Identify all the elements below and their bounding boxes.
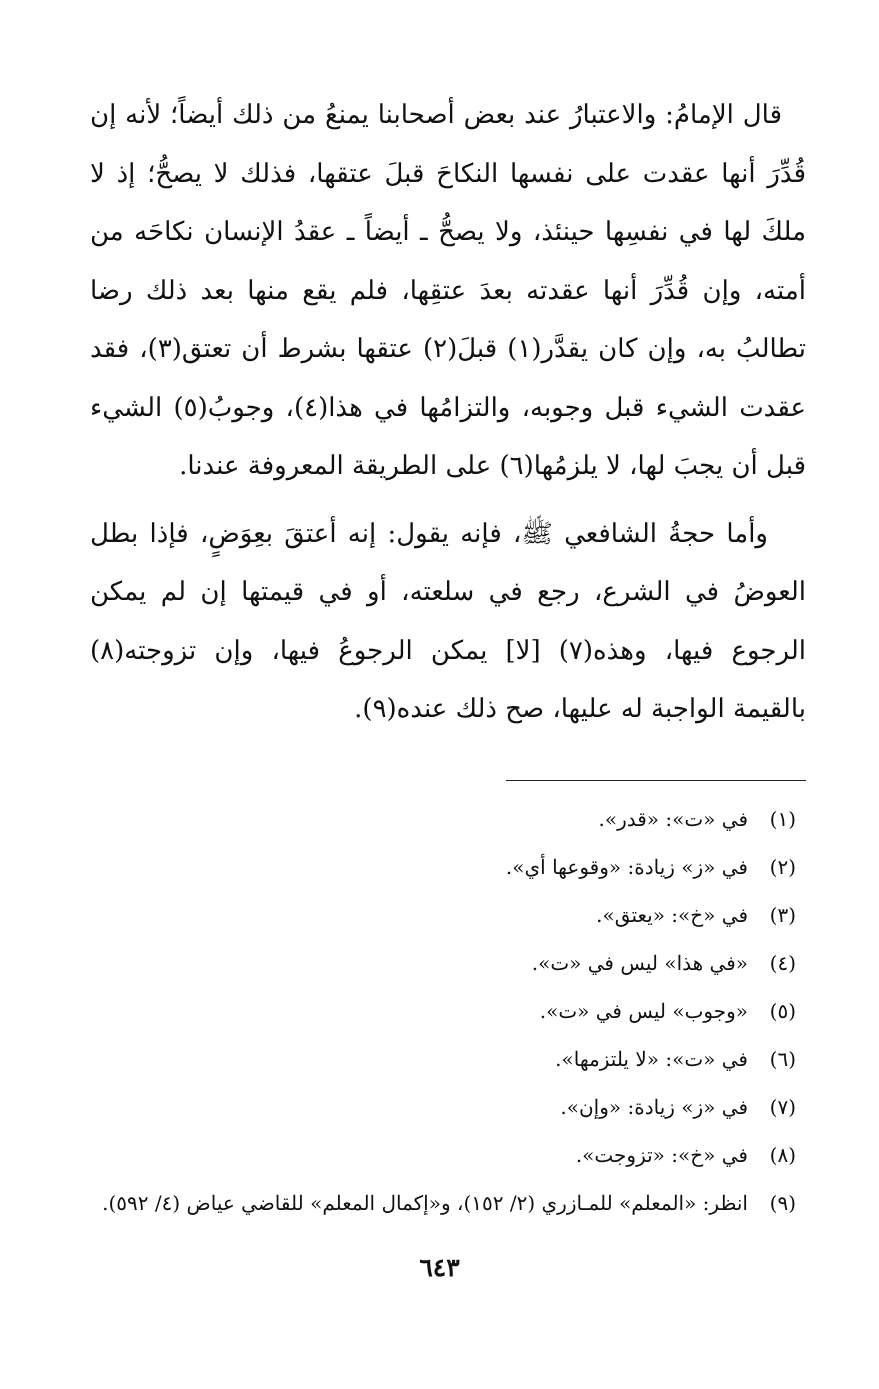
footnote-item — [90, 939, 806, 987]
footnote-item — [90, 1035, 806, 1083]
footnote-number: (٢) — [769, 854, 796, 879]
footnote-item — [90, 987, 806, 1035]
footnote-number: (٣) — [769, 902, 796, 927]
footnote-item — [90, 795, 806, 843]
footnote-text: «وجوب» ليس في «ت». — [539, 998, 748, 1023]
footnote-text: في «خ»: «تزوجت». — [575, 1142, 748, 1167]
body-paragraph: قال الإمامُ: والاعتبارُ عند بعض أصحابنا يمنعُ من ذلك أيضاً؛ لأنه إن قُدِّرَ أنها عقدت على نفسها النكاحَ قبلَ عتقها، فذلك لا يصحُّ؛ إذ لا ملكَ لها في نفسِها حينئذ، ولا يصحُّ ـ أيضاً ـ عقدُ الإنسان نكاحَه من أمته، وإن قُدِّرَ أنها عقدته بعدَ عتقِها، فلم يقع منها بعد ذلك رضا تطالبُ به، وإن كان يقدَّر(١) قبلَ(٢) عتقها بشرط أن تعتق(٣)، فقد عقدت الشيء قبل وجوبه، والتزامُها في هذا(٤)، وجوبُ(٥) الشيء قبل أن يجبَ لها، لا يلزمُها(٦) على الطريقة المعروفة عندنا. — [90, 100, 806, 481]
page-number: ٦٤٣ — [419, 1253, 460, 1282]
body-paragraph: وأما حجةُ الشافعي ﷺ، فإنه يقول: إنه أعتقَ بعِوَضٍ، فإذا بطل العوضُ في الشرع، رجع في سلعته، أو في قيمتها إن لم يمكن الرجوع فيها، وهذه(٧) [لا] يمكن الرجوعُ فيها، وإن تزوجته(٨) بالقيمة الواجبة له عليها، صح ذلك عنده(٩). — [90, 518, 806, 724]
footnote-number: (٩) — [769, 1190, 796, 1215]
footnote-text: في «ت»: «قدر». — [598, 806, 748, 831]
page-content — [90, 86, 806, 1227]
footnotes-list — [90, 795, 806, 1227]
footnote-number: (٥) — [769, 998, 796, 1023]
footnote-text: انظر: «المعلم» للمـازري (٢/ ١٥٢)، و«إكمال المعلم» للقاضي عياض (٤/ ٥٩٢). — [102, 1190, 748, 1215]
footnote-number: (٦) — [769, 1046, 796, 1071]
footnote-text: «في هذا» ليس في «ت». — [531, 950, 748, 975]
footnote-text: في «خ»: «يعتق». — [596, 902, 748, 927]
footnote-number: (١) — [769, 806, 796, 831]
footnote-item — [90, 1083, 806, 1131]
footnote-item — [90, 1179, 806, 1227]
footnote-item — [90, 1131, 806, 1179]
footnote-number: (٤) — [769, 950, 796, 975]
footnote-separator — [506, 780, 806, 781]
footnote-item — [90, 891, 806, 939]
footnote-text: في «ز» زيادة: «وقوعها أي». — [505, 854, 748, 879]
footnote-text: في «ز» زيادة: «وإن». — [560, 1094, 748, 1119]
footnote-number: (٧) — [769, 1094, 796, 1119]
footnote-text: في «ت»: «لا يلتزمها». — [555, 1046, 748, 1071]
footnote-number: (٨) — [769, 1142, 796, 1167]
footnote-item — [90, 843, 806, 891]
